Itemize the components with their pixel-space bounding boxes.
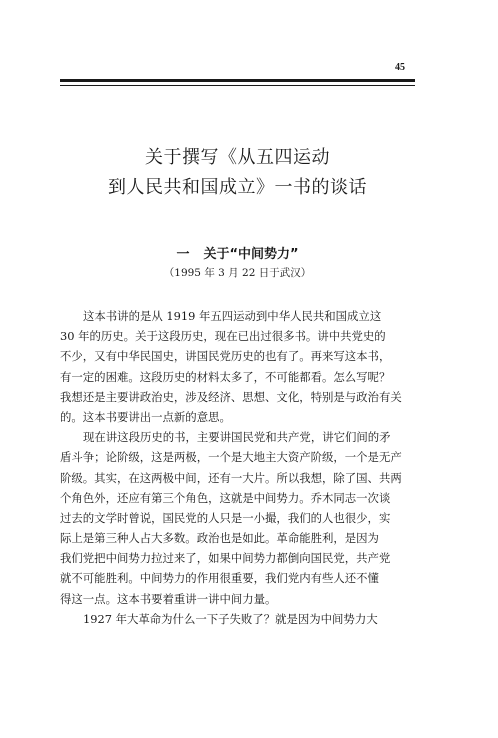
text-line: 得这一点。这本书要着重讲一讲中间力量。 [60,591,277,606]
text-line: 30 年的历史。关于这段历史，现在已出过很多书。讲中共党史的 [60,329,386,344]
text-line: 这本书讲的是从 1919 年五四运动到中华人民共和国成立这 [83,309,382,323]
text-line: 过去的文学时曾说，国民党的人只是一小撮，我们的人也很少，实 [60,510,391,525]
header-rule-thin [60,85,415,86]
section-heading-text: 关于“中间势力” [203,247,299,262]
text-line: 我们党把中间势力拉过来了，如果中间势力都倒向国民党，共产党 [60,551,391,566]
text-line: 的。这本书要讲出一点新的意思。 [60,409,231,424]
paragraph-1 [60,306,418,427]
paragraph-2 [60,427,418,609]
chapter-title-line-1: 关于撰写《从五四运动 [145,147,330,168]
section-heading [60,243,415,262]
page-number: 45 [395,62,405,73]
text-line: 有一定的困难。这段历史的材料太多了，不可能都看。怎么写呢？ [60,369,391,384]
text-line: 1927 年大革命为什么一下子失败了？就是因为中间势力大 [83,611,378,626]
text-line: 现在讲这段历史的书，主要讲国民党和共产党，讲它们间的矛 [83,430,391,445]
text-line: 盾斗争；论阶级，这是两极，一个是大地主大资产阶级，一个是无产 [60,450,402,465]
chapter-title [60,143,415,203]
text-line: 我想还是主要讲政治史，涉及经济、思想、文化，特别是与政治有关 [60,389,402,404]
chapter-title-line-2: 到人民共和国成立》一书的谈话 [108,177,367,198]
body-text [60,306,418,629]
text-line: 不少，又有中华民国史，讲国民党历史的也有了。再来写这本书， [60,349,391,364]
text-line: 际上是第三种人占大多数。政治也是如此。革命能胜利，是因为 [60,531,379,546]
text-line: 阶级。其实，在这两极中间，还有一大片。所以我想，除了国、共两 [60,470,402,485]
paragraph-3 [60,609,418,629]
header-rule-thick [60,79,415,82]
text-line: 就不可能胜利。中间势力的作用很重要，我们党内有些人还不懂 [60,571,379,586]
section-number: 一 [176,247,190,262]
dateline: （1995 年 3 月 22 日于武汉） [163,267,312,279]
text-line: 个角色外，还应有第三个角色，这就是中间势力。乔木同志一次谈 [60,490,391,505]
